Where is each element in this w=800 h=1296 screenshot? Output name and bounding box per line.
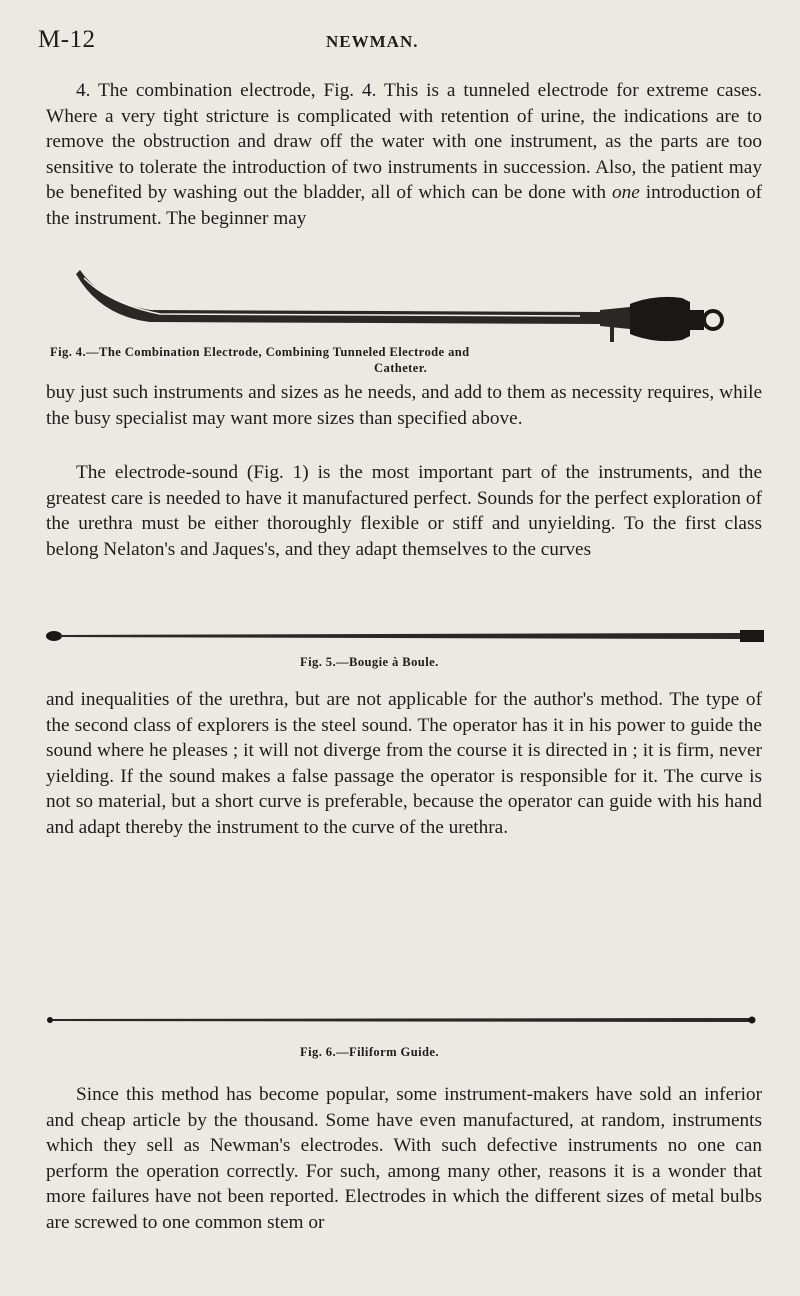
figure-4-caption-line2: Catheter. [374,361,428,375]
filiform-guide-illustration [40,1012,764,1028]
paragraph-text: The electrode-sound (Fig. 1) is the most important part of the instruments, and the greatest care is needed to have it manufactured perfect. Sounds for the perfect exploration of the urethra must be either thoroughly flexible or stiff and unyielding. To the first class belong Nelaton's and Jaques's, and they adapt themselves to the curves [46,462,762,560]
figure-6-caption [46,1044,800,1060]
paragraph-electrode-sound [46,460,762,562]
emphasis-one: one [611,182,640,204]
paragraph-combination-electrode [46,78,762,232]
figure-4-caption-line1: Fig. 4.—The Combination Electrode, Combining Tunneled Electrode and [50,345,470,359]
figure-6-caption-text: Fig. 6.—Filiform Guide. [300,1045,439,1059]
figure-5-bougie-a-boule [40,626,764,646]
figure-5-caption [46,654,800,670]
bougie-illustration [40,626,764,646]
figure-4-caption [46,344,766,376]
figure-6-filiform-guide [40,1012,764,1028]
paragraph-text: introduction of the instrument. The beginner may [46,182,763,229]
paragraph-buy-instruments [46,380,762,431]
page-number: M-12 [38,26,96,53]
combination-electrode-illustration [40,258,764,344]
figure-5-caption-text: Fig. 5.—Bougie à Boule. [300,655,439,669]
running-head: NEWMAN. [326,32,419,51]
paragraph-text: Since this method has become popular, some instrument-makers have sold an inferior and cheap article by the thousand. Some have even manufactured, at random, instruments which they sell as Newman's electrodes. With such defective instruments no one can perform the operation correctly. For such, among many other, reasons it is a wonder that more failures have not been reported. Electrodes in which the different sizes of metal bulbs are screwed to one common stem or [46,1084,762,1233]
paragraph-text: buy just such instruments and sizes as he needs, and add to them as necessity requires, while the busy specialist may want more sizes than specified above. [46,382,762,429]
paragraph-text: 4. The combination electrode, Fig. 4. This is a tunneled electrode for extreme cases. Where a very tight stricture is complicated with retention of urine, the indications are to remove the obstruction and draw off the water with one instrument, as the parts are too sensitive to tolerate the introduction of two instruments in succession. Also, the patient may be benefited by washing out the bladder, all of which can be done with [46,80,762,204]
paragraph-inferior-instruments [46,1082,762,1236]
page-header [38,26,758,58]
figure-4-combination-electrode [40,258,764,344]
paragraph-urethra-inequalities [46,687,762,841]
paragraph-text: and inequalities of the urethra, but are not applicable for the author's method. The type of the second class of explorers is the steel sound. The operator has it in his power to guide the sound where he pleases ; it will not diverge from the course it is directed in ; it is firm, never yielding. If the sound makes a false passage the operator is responsible for it. The curve is not so material, but a short curve is preferable, because the operator can guide with his hand and adapt thereby the instrument to the curve of the urethra. [46,689,762,838]
